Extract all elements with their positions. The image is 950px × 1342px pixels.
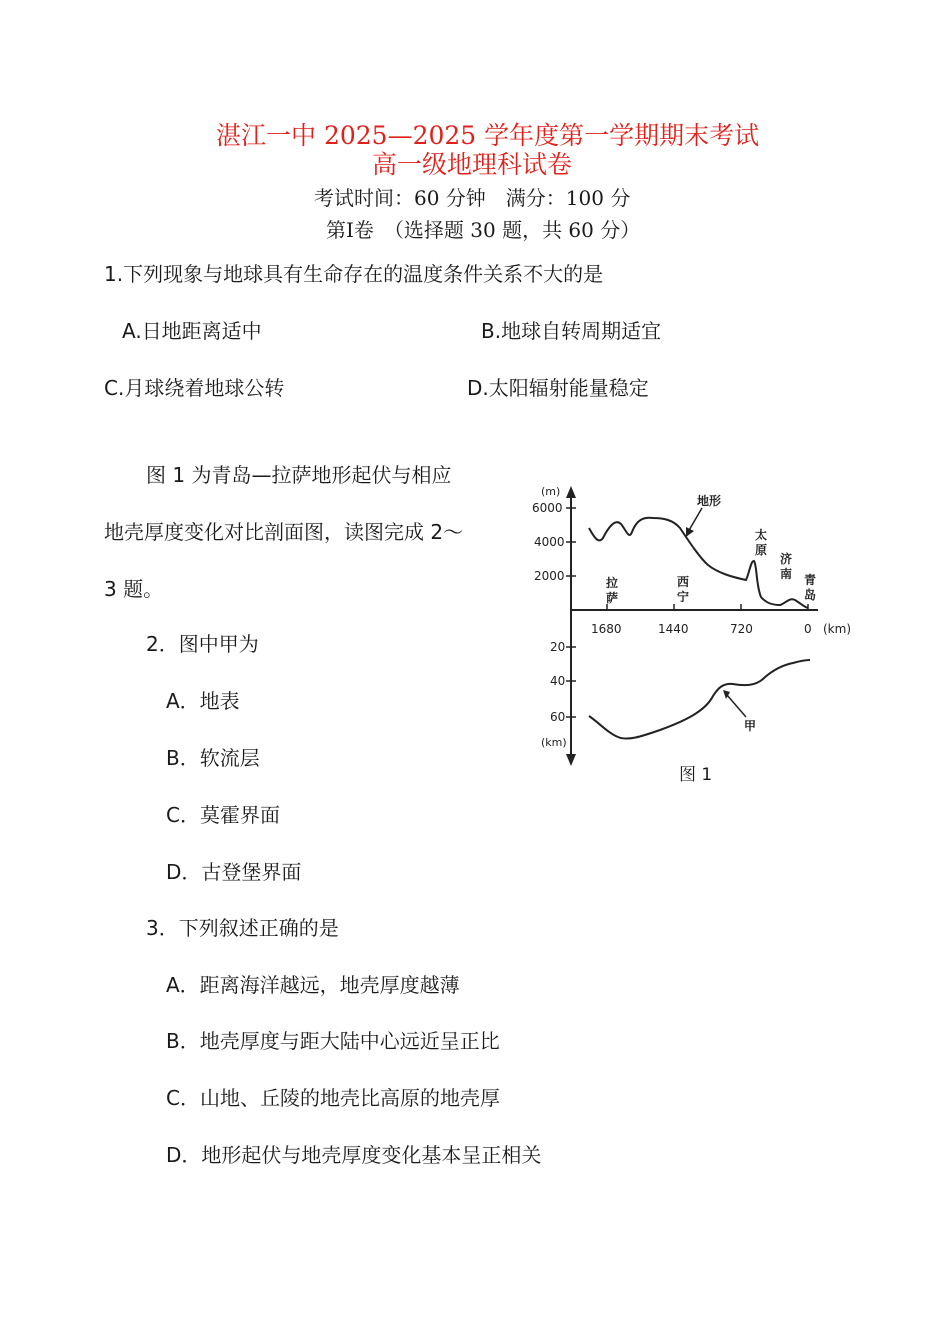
x-unit-label: (km) — [823, 622, 852, 636]
q3-option-c: C．山地、丘陵的地壳比高原的地壳厚 — [166, 1086, 500, 1110]
lower-tick-label-40: 40 — [550, 674, 566, 688]
x-tick-label-0: 0 — [804, 622, 812, 636]
q1-option-c: C.月球绕着地球公转 — [104, 376, 285, 400]
terrain-label: 地形 — [697, 494, 722, 508]
city-label-lhasa: 拉 — [606, 576, 619, 590]
x-tick-label-720: 720 — [730, 622, 753, 636]
upper-unit-label: (m) — [541, 485, 561, 498]
city-label-qingdao-2: 岛 — [804, 588, 817, 602]
exam-subtitle: 高一级地理科试卷 — [372, 150, 573, 179]
city-label-lhasa-2: 萨 — [606, 591, 619, 605]
x-tick-label-1440: 1440 — [658, 622, 689, 636]
q3-option-a: A．距离海洋越远，地壳厚度越薄 — [166, 973, 460, 997]
q2-option-c: C．莫霍界面 — [166, 803, 280, 827]
terrain-arrow — [688, 508, 702, 532]
city-label-jinan: 济 — [780, 552, 793, 566]
lower-unit-label: (km) — [541, 736, 567, 749]
figure-caption: 图 1 — [679, 765, 713, 785]
upper-tick-label-2000: 2000 — [534, 569, 565, 583]
city-label-taiyuan-2: 原 — [755, 543, 768, 557]
intro-line-3: 3 题。 — [104, 577, 164, 601]
section-heading: 第Ⅰ卷 （选择题 30 题，共 60 分） — [326, 218, 641, 242]
x-tick-label-1680: 1680 — [591, 622, 622, 636]
upper-tick-label-6000: 6000 — [532, 501, 563, 515]
q2-option-a: A．地表 — [166, 689, 240, 713]
q3-option-d: D．地形起伏与地壳厚度变化基本呈正相关 — [166, 1143, 542, 1167]
q3-option-b: B．地壳厚度与距大陆中心远近呈正比 — [166, 1029, 500, 1053]
lower-tick-label-60: 60 — [550, 710, 566, 724]
city-label-taiyuan: 太 — [755, 528, 768, 542]
q2-stem: 2．图中甲为 — [146, 632, 259, 656]
figure-1-profile — [530, 478, 870, 778]
city-label-xining-2: 宁 — [677, 590, 690, 604]
lower-tick-label-20: 20 — [550, 640, 566, 654]
q2-option-d: D．古登堡界面 — [166, 860, 302, 884]
q1-option-a: A.日地距离适中 — [122, 319, 262, 343]
q3-stem: 3．下列叙述正确的是 — [146, 916, 339, 940]
q1-stem: 1.下列现象与地球具有生命存在的温度条件关系不大的是 — [104, 262, 604, 286]
intro-line-1: 图 1 为青岛—拉萨地形起伏与相应 — [146, 463, 452, 487]
axis-arrow-up — [566, 486, 576, 498]
q1-option-d: D.太阳辐射能量稳定 — [467, 376, 649, 400]
upper-tick-label-4000: 4000 — [534, 535, 565, 549]
q2-option-b: B．软流层 — [166, 746, 260, 770]
exam-info: 考试时间：60 分钟 满分：100 分 — [314, 186, 631, 210]
city-label-qingdao: 青 — [804, 573, 817, 587]
boundary-arrow — [727, 695, 746, 717]
q1-option-b: B.地球自转周期适宜 — [481, 319, 662, 343]
axis-arrow-down — [566, 754, 576, 766]
city-label-jinan-2: 南 — [780, 567, 793, 581]
exam-title: 湛江一中 2025—2025 学年度第一学期期末考试 — [216, 121, 760, 150]
terrain-curve — [589, 518, 808, 608]
boundary-label: 甲 — [744, 719, 757, 733]
intro-line-2: 地壳厚度变化对比剖面图，读图完成 2～ — [104, 520, 464, 544]
boundary-curve — [589, 660, 810, 739]
city-label-xining: 西 — [677, 575, 690, 589]
